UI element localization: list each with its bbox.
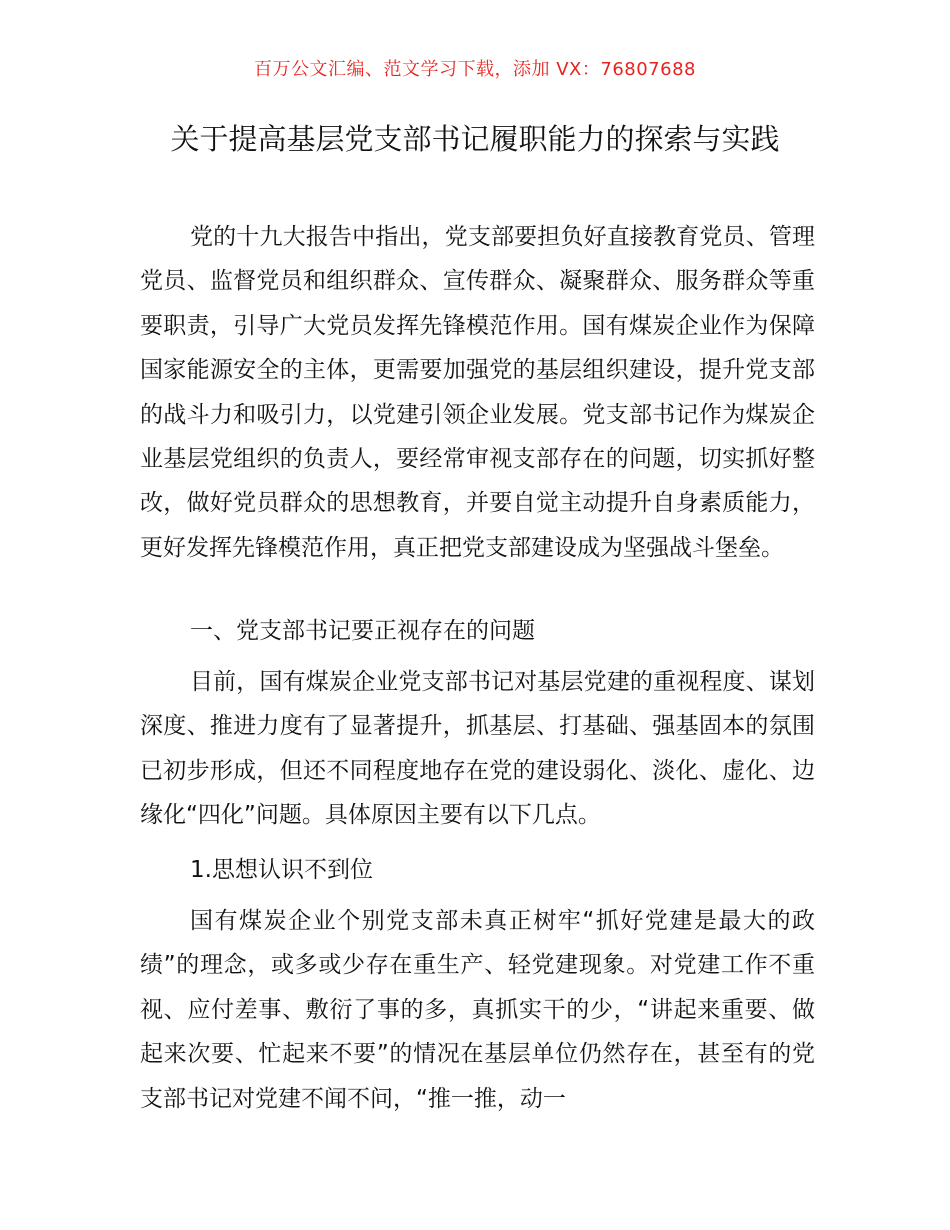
section-heading: 一、党支部书记要正视存在的问题	[190, 618, 535, 644]
subsection-heading: 1.思想认识不到位	[190, 857, 373, 883]
document-title: 关于提高基层党支部书记履职能力的探索与实践	[170, 122, 780, 156]
body-paragraph: 党的十九大报告中指出，党支部要担负好直接教育党员、管理党员、监督党员和组织群众、宣传群众、凝聚群众、服务群众等重要职责，引导广大党员发挥先锋模范作用。国有煤炭企业作为保障国家能源安全的主体，更需要加强党的基层组织建设，提升党支部的战斗力和吸引力，以党建引领企业发展。党支部书记作为煤炭企业基层党组织的负责人，要经常审视支部存在的问题，切实抓好整改，做好党员群众的思想教育，并要自觉主动提升自身素质能力，更好发挥先锋模范作用，真正把党支部建设成为坚强战斗堡垒。	[140, 224, 815, 561]
watermark-banner: 百万公文汇编、范文学习下载，添加 VX：76807688	[254, 59, 696, 80]
body-paragraph: 目前，国有煤炭企业党支部书记对基层党建的重视程度、谋划深度、推进力度有了显著提升，抓基层、打基础、强基固本的氛围已初步形成，但还不同程度地存在党的建设弱化、淡化、虚化、边缘化“四化”问题。具体原因主要有以下几点。	[140, 669, 815, 829]
body-paragraph: 国有煤炭企业个别党支部未真正树牢“抓好党建是最大的政绩”的理念，或多或少存在重生产、轻党建现象。对党建工作不重视、应付差事、敷衍了事的多，真抓实干的少，“讲起来重要、做起来次要、忙起来不要”的情况在基层单位仍然存在，甚至有的党支部书记对党建不闻不问，“推一推，动一	[140, 908, 815, 1112]
